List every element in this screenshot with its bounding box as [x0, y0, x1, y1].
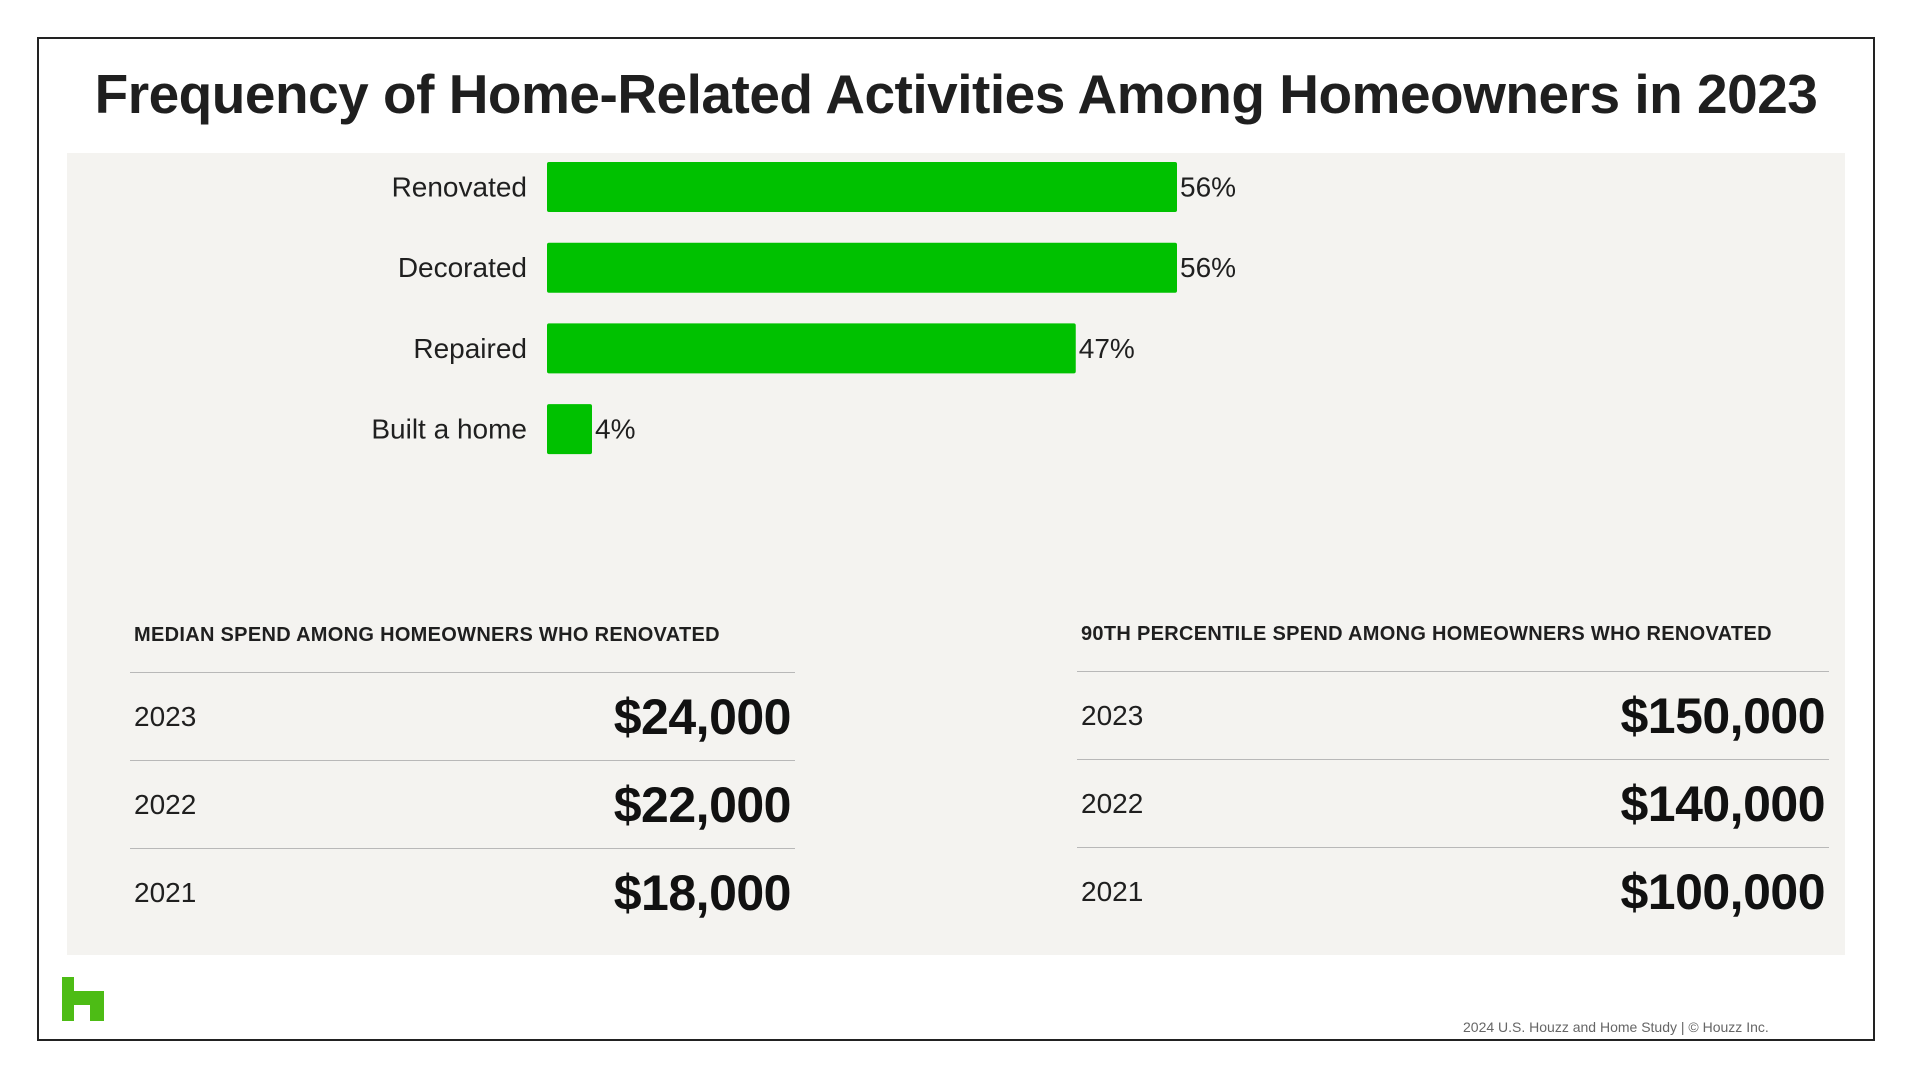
table-row [1077, 671, 1829, 759]
table-row [1077, 759, 1829, 847]
bar [547, 162, 1177, 212]
table-row [130, 848, 795, 936]
row-amount: $22,000 [613, 776, 791, 833]
data-label: 56% [1180, 171, 1237, 203]
table-row [130, 672, 795, 760]
row-year: 2023 [1081, 699, 1144, 731]
row-year: 2022 [134, 788, 197, 820]
bar [547, 404, 592, 454]
bar [547, 243, 1177, 293]
row-amount: $150,000 [1620, 687, 1825, 744]
median-spend-table [130, 620, 795, 936]
row-year: 2023 [134, 700, 197, 732]
content-panel [67, 153, 1845, 955]
category-label: Renovated [391, 171, 527, 203]
category-label: Decorated [397, 252, 527, 284]
row-year: 2021 [1081, 875, 1144, 907]
table-row [130, 760, 795, 848]
houzz-logo-icon [62, 977, 104, 1021]
row-amount: $100,000 [1620, 863, 1825, 920]
category-label: Repaired [413, 332, 527, 364]
p90-table-heading: 90TH PERCENTILE SPEND AMONG HOMEOWNERS WHO RENOVATED [1081, 623, 1772, 645]
p90-spend-table [1077, 619, 1829, 935]
data-label: 56% [1180, 252, 1237, 284]
row-amount: $140,000 [1620, 775, 1825, 832]
footer-source: 2024 U.S. Houzz and Home Study | © Houzz Inc. [1463, 1019, 1769, 1035]
median-table-heading: MEDIAN SPEND AMONG HOMEOWNERS WHO RENOVATED [134, 624, 720, 646]
data-label: 4% [595, 413, 636, 445]
row-year: 2022 [1081, 787, 1144, 819]
row-year: 2021 [134, 876, 197, 908]
category-label: Built a home [371, 413, 527, 445]
table-row [1077, 847, 1829, 935]
bar-chart [67, 153, 1845, 573]
row-amount: $18,000 [613, 864, 791, 921]
bar [547, 323, 1076, 373]
data-label: 47% [1078, 332, 1135, 364]
chart-title: Frequency of Home-Related Activities Among Homeowners in 2023 [94, 63, 1818, 125]
row-amount: $24,000 [613, 688, 791, 745]
